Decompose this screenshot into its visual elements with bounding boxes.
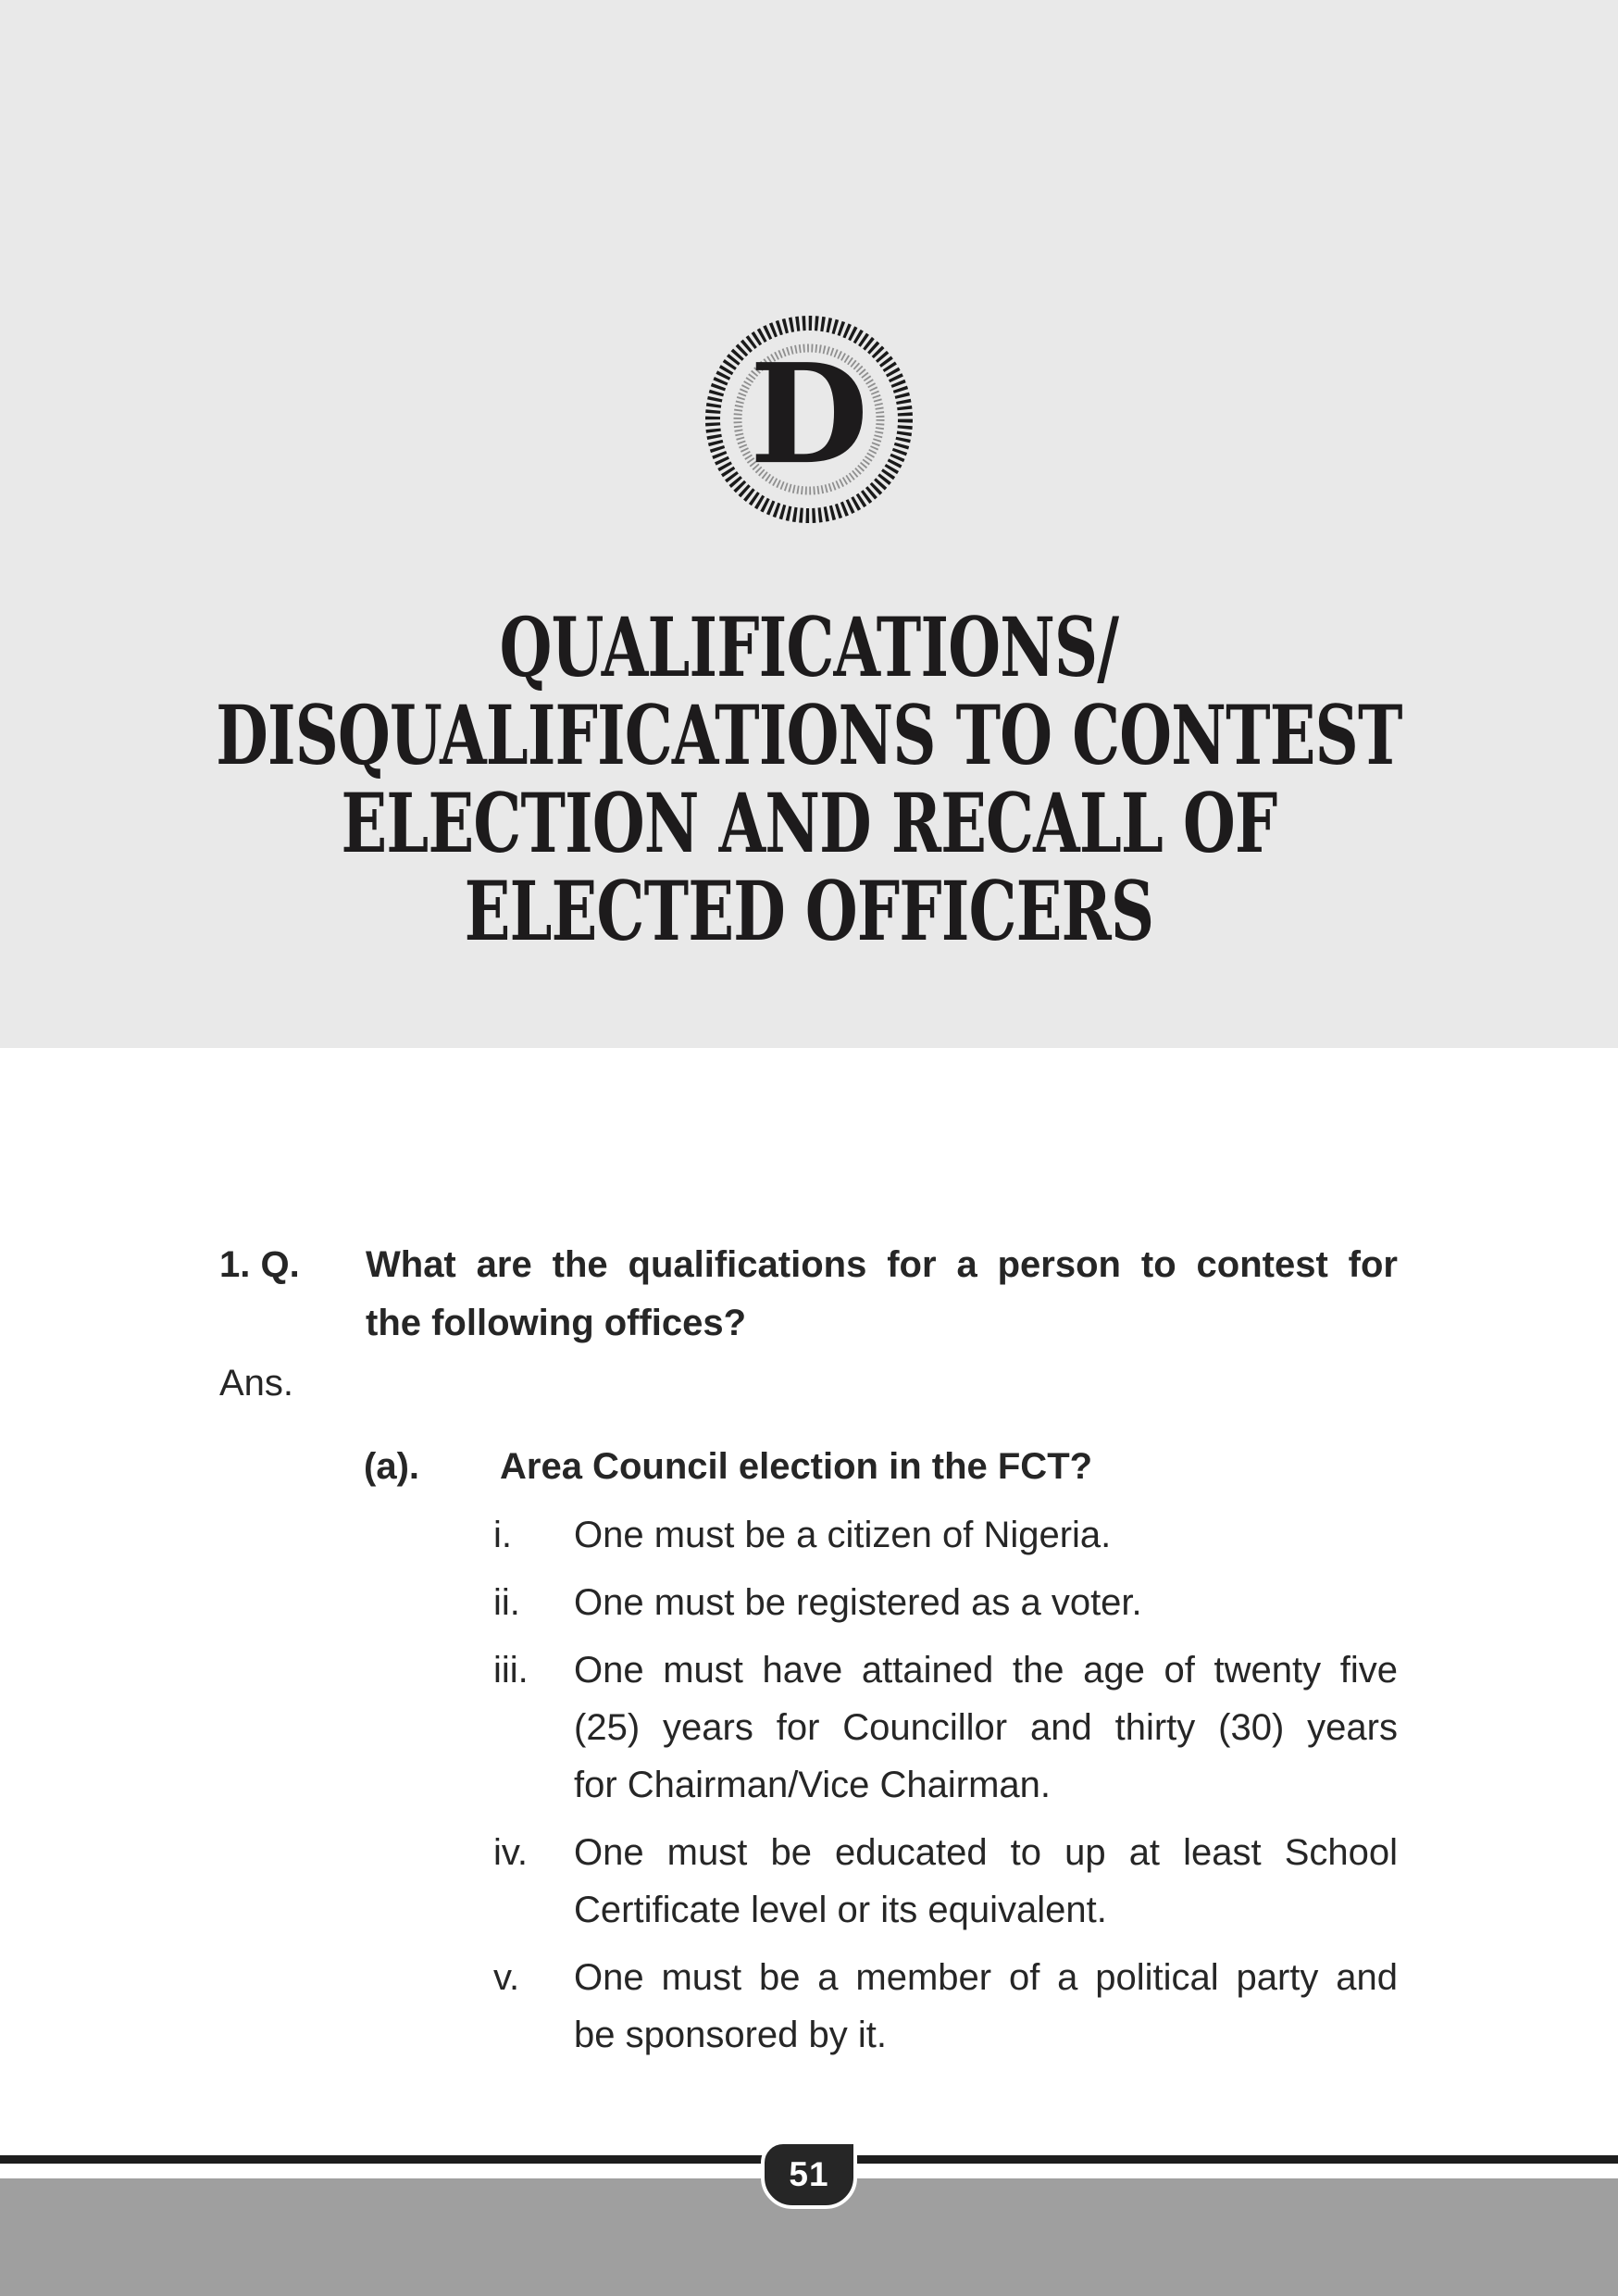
question-text-line: the following offices? (366, 1303, 747, 1343)
list-item-line: for Chairman/Vice Chairman. (574, 1765, 1052, 1805)
answer-subitem-heading-row (364, 1438, 1398, 1496)
question-number-label: 1. Q. (219, 1244, 300, 1285)
subitem-heading: Area Council election in the FCT? (500, 1446, 1093, 1487)
chapter-badge (703, 313, 915, 526)
question-text-line: What are the qualifications for a person to contest for (366, 1244, 1398, 1285)
list-item (493, 1641, 1398, 1814)
chapter-title-line: ELECTED OFFICERS (464, 863, 1154, 959)
list-item (493, 1574, 1398, 1631)
answer-list (493, 1506, 1398, 2064)
list-item-text (574, 1949, 1398, 2064)
chapter-title-line: QUALIFICATIONS/ (499, 599, 1119, 695)
page-number: 51 (789, 2155, 829, 2193)
chapter-title-line: DISQUALIFICATIONS TO CONTEST (216, 687, 1402, 783)
list-item-line: One must be registered as a voter. (574, 1582, 1142, 1623)
list-item (493, 1949, 1398, 2064)
list-item-line: Certificate level or its equivalent. (574, 1890, 1107, 1930)
list-item-text (574, 1824, 1398, 1939)
list-item-line: (25) years for Councillor and thirty (30) years (574, 1707, 1398, 1748)
list-item-text (574, 1506, 1398, 1564)
chapter-title-line: ELECTION AND RECALL OF (341, 775, 1277, 871)
list-item-line: One must be a member of a political party and (574, 1957, 1398, 1998)
list-item-marker: i. (493, 1515, 512, 1555)
list-item-text (574, 1574, 1398, 1631)
answer-label: Ans. (219, 1363, 294, 1404)
list-item-text (574, 1641, 1398, 1814)
chapter-title (0, 599, 1618, 959)
list-item-line: One must be a citizen of Nigeria. (574, 1515, 1112, 1555)
list-item-marker: iii. (493, 1650, 529, 1691)
page-number-badge (761, 2140, 857, 2209)
list-item-marker: iv. (493, 1832, 529, 1873)
subitem-label: (a). (364, 1446, 419, 1487)
list-item-line: be sponsored by it. (574, 2015, 887, 2055)
list-item (493, 1824, 1398, 1939)
list-item-line: One must be educated to up at least School (574, 1832, 1398, 1873)
list-item-marker: v. (493, 1957, 520, 1998)
chapter-letter: D (749, 333, 869, 495)
chapter-header (0, 0, 1618, 1048)
question-text (366, 1236, 1398, 1353)
list-item (493, 1506, 1398, 1564)
list-item-line: One must have attained the age of twenty five (574, 1650, 1398, 1691)
list-item-marker: ii. (493, 1582, 520, 1623)
question-row (219, 1236, 1398, 1353)
page-content (219, 1236, 1398, 2074)
